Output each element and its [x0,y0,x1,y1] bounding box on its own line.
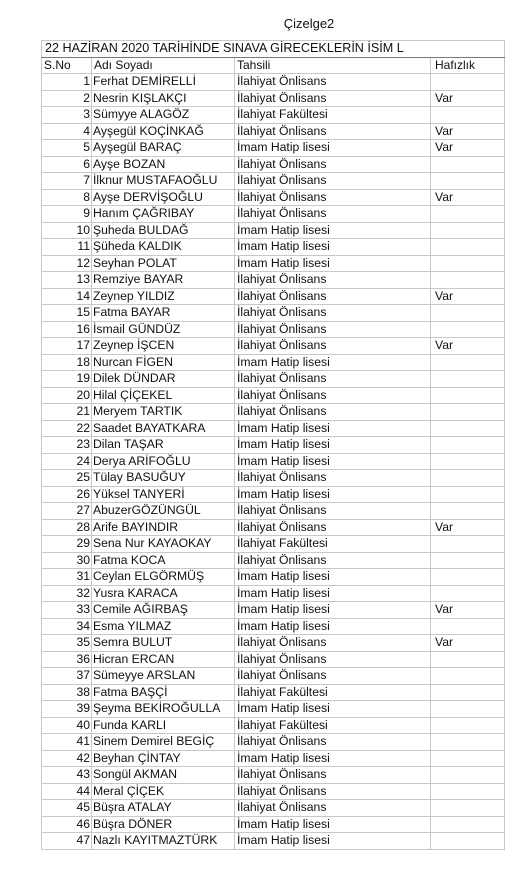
row-number: 39 [42,701,92,718]
row-number: 25 [42,470,92,487]
row-name: Yüksel TANYERİ [92,486,235,503]
row-hafizlik [431,684,505,701]
row-name: Songül AKMAN [92,767,235,784]
row-hafizlik [431,585,505,602]
row-education: İlahiyat Önlisans [235,800,431,817]
row-number: 15 [42,305,92,322]
row-name: Cemile AĞIRBAŞ [92,602,235,619]
row-name: Fatma BAŞÇİ [92,684,235,701]
table-row [42,651,505,668]
table-row [42,519,505,536]
table-banner-row [42,41,505,58]
row-number: 43 [42,767,92,784]
row-hafizlik [431,453,505,470]
row-education: İlahiyat Fakültesi [235,717,431,734]
table-row [42,107,505,124]
row-number: 18 [42,354,92,371]
row-education: İmam Hatip lisesi [235,453,431,470]
row-hafizlik [431,767,505,784]
row-education: İmam Hatip lisesi [235,255,431,272]
row-education: İlahiyat Önlisans [235,74,431,91]
row-education: İmam Hatip lisesi [235,602,431,619]
row-number: 9 [42,206,92,223]
row-number: 3 [42,107,92,124]
row-number: 27 [42,503,92,520]
row-name: Şeyma BEKİROĞULLA [92,701,235,718]
table-row [42,618,505,635]
row-name: Remziye BAYAR [92,272,235,289]
row-name: Hicran ERCAN [92,651,235,668]
row-hafizlik [431,272,505,289]
row-education: İlahiyat Önlisans [235,519,431,536]
row-hafizlik [431,173,505,190]
table-row [42,255,505,272]
header-hafizlik: Hafızlık [431,57,505,74]
table-row [42,684,505,701]
table-row [42,486,505,503]
row-name: Dilan TAŞAR [92,437,235,454]
row-hafizlik [431,536,505,553]
row-education: İlahiyat Önlisans [235,173,431,190]
row-hafizlik [431,354,505,371]
row-name: Derya ARİFOĞLU [92,453,235,470]
row-number: 5 [42,140,92,157]
table-row [42,387,505,404]
sheet-title-bar [0,16,526,31]
row-number: 2 [42,90,92,107]
row-name: İsmail GÜNDÜZ [92,321,235,338]
sheet-title: Çizelge2 [283,16,335,31]
row-name: Şüheda KALDIK [92,239,235,256]
row-hafizlik [431,701,505,718]
row-education: İlahiyat Önlisans [235,503,431,520]
table-row [42,701,505,718]
row-name: Sinem Demirel BEGİÇ [92,734,235,751]
row-hafizlik [431,206,505,223]
row-hafizlik: Var [431,635,505,652]
row-hafizlik: Var [431,338,505,355]
table-row [42,569,505,586]
row-hafizlik [431,552,505,569]
row-hafizlik: Var [431,602,505,619]
row-name: Meryem TARTIK [92,404,235,421]
table-row [42,206,505,223]
row-education: İlahiyat Önlisans [235,470,431,487]
row-education: İlahiyat Fakültesi [235,107,431,124]
row-number: 7 [42,173,92,190]
row-hafizlik [431,717,505,734]
row-education: İlahiyat Önlisans [235,123,431,140]
row-name: Fatma BAYAR [92,305,235,322]
row-name: Hanım ÇAĞRIBAY [92,206,235,223]
row-education: İlahiyat Önlisans [235,552,431,569]
candidate-table [41,40,505,850]
row-name: Beyhan ÇİNTAY [92,750,235,767]
table-row [42,338,505,355]
row-name: Nesrin KIŞLAKÇI [92,90,235,107]
row-education: İlahiyat Önlisans [235,767,431,784]
row-name: Ayşegül BARAÇ [92,140,235,157]
row-name: Sena Nur KAYAOKAY [92,536,235,553]
row-education: İlahiyat Önlisans [235,338,431,355]
row-hafizlik [431,255,505,272]
row-number: 42 [42,750,92,767]
row-name: Arife BAYINDIR [92,519,235,536]
table-row [42,668,505,685]
row-name: Nurcan FİGEN [92,354,235,371]
table-header-row [42,57,505,74]
row-hafizlik [431,569,505,586]
table-row [42,90,505,107]
table-row [42,305,505,322]
row-number: 13 [42,272,92,289]
row-number: 37 [42,668,92,685]
row-education: İmam Hatip lisesi [235,816,431,833]
row-hafizlik [431,783,505,800]
row-hafizlik [431,486,505,503]
row-hafizlik [431,816,505,833]
table-row [42,272,505,289]
row-number: 36 [42,651,92,668]
row-number: 14 [42,288,92,305]
table-row [42,503,505,520]
row-name: Semra BULUT [92,635,235,652]
row-name: Meral ÇİÇEK [92,783,235,800]
row-education: İmam Hatip lisesi [235,239,431,256]
table-row [42,437,505,454]
table-row [42,354,505,371]
table-row [42,635,505,652]
row-name: Şuheda BULDAĞ [92,222,235,239]
row-name: Zeynep İŞCEN [92,338,235,355]
row-name: Büşra DÖNER [92,816,235,833]
row-education: İmam Hatip lisesi [235,420,431,437]
table-row [42,371,505,388]
row-hafizlik [431,74,505,91]
row-number: 24 [42,453,92,470]
row-name: Ayşe DERVİŞOĞLU [92,189,235,206]
row-education: İlahiyat Önlisans [235,305,431,322]
row-number: 46 [42,816,92,833]
table-row [42,800,505,817]
row-name: Zeynep YILDIZ [92,288,235,305]
row-number: 28 [42,519,92,536]
row-number: 29 [42,536,92,553]
row-name: Ceylan ELGÖRMÜŞ [92,569,235,586]
row-education: İlahiyat Önlisans [235,206,431,223]
table-row [42,288,505,305]
row-education: İlahiyat Önlisans [235,272,431,289]
row-number: 21 [42,404,92,421]
row-education: İlahiyat Önlisans [235,321,431,338]
table-row [42,767,505,784]
row-education: İmam Hatip lisesi [235,833,431,850]
header-name: Adı Soyadı [92,57,235,74]
row-name: Nazlı KAYITMAZTÜRK [92,833,235,850]
row-number: 38 [42,684,92,701]
table-row [42,123,505,140]
row-number: 33 [42,602,92,619]
row-name: Ayşegül KOÇİNKAĞ [92,123,235,140]
row-hafizlik [431,239,505,256]
row-hafizlik [431,107,505,124]
row-number: 12 [42,255,92,272]
row-hafizlik [431,651,505,668]
table-row [42,536,505,553]
row-number: 16 [42,321,92,338]
row-education: İmam Hatip lisesi [235,140,431,157]
table-row [42,189,505,206]
row-education: İlahiyat Fakültesi [235,684,431,701]
row-number: 32 [42,585,92,602]
row-hafizlik [431,800,505,817]
row-hafizlik [431,618,505,635]
row-education: İmam Hatip lisesi [235,701,431,718]
row-hafizlik [431,156,505,173]
row-hafizlik [431,833,505,850]
row-hafizlik [431,222,505,239]
row-education: İlahiyat Önlisans [235,387,431,404]
row-hafizlik: Var [431,189,505,206]
row-name: Sümyye ALAGÖZ [92,107,235,124]
row-number: 47 [42,833,92,850]
row-education: İmam Hatip lisesi [235,585,431,602]
row-education: İlahiyat Önlisans [235,371,431,388]
row-hafizlik [431,404,505,421]
table-body [42,41,505,850]
row-hafizlik [431,371,505,388]
table-row [42,140,505,157]
row-name: Büşra ATALAY [92,800,235,817]
row-education: İmam Hatip lisesi [235,437,431,454]
row-education: İmam Hatip lisesi [235,618,431,635]
row-hafizlik [431,420,505,437]
row-education: İlahiyat Önlisans [235,734,431,751]
row-education: İmam Hatip lisesi [235,750,431,767]
row-number: 6 [42,156,92,173]
row-number: 30 [42,552,92,569]
table-row [42,585,505,602]
table-row [42,453,505,470]
table-row [42,734,505,751]
row-number: 23 [42,437,92,454]
row-name: Funda KARLI [92,717,235,734]
row-name: Dilek DÜNDAR [92,371,235,388]
row-hafizlik: Var [431,140,505,157]
row-number: 34 [42,618,92,635]
table-row [42,470,505,487]
row-education: İlahiyat Önlisans [235,668,431,685]
row-number: 35 [42,635,92,652]
header-education: Tahsili [235,57,431,74]
row-hafizlik [431,470,505,487]
row-hafizlik [431,503,505,520]
row-hafizlik [431,387,505,404]
table-row [42,173,505,190]
row-name: Ferhat DEMİRELLİ [92,74,235,91]
row-hafizlik: Var [431,90,505,107]
row-number: 1 [42,74,92,91]
row-name: İlknur MUSTAFAOĞLU [92,173,235,190]
row-hafizlik [431,305,505,322]
row-education: İlahiyat Önlisans [235,90,431,107]
table-row [42,222,505,239]
row-name: Sümeyye ARSLAN [92,668,235,685]
row-name: Ayşe BOZAN [92,156,235,173]
row-number: 4 [42,123,92,140]
row-name: Tülay BASUĞUY [92,470,235,487]
row-name: Hilal ÇİÇEKEL [92,387,235,404]
table-row [42,404,505,421]
row-name: Saadet BAYATKARA [92,420,235,437]
row-education: İlahiyat Fakültesi [235,536,431,553]
row-education: İlahiyat Önlisans [235,635,431,652]
table-row [42,750,505,767]
row-education: İmam Hatip lisesi [235,354,431,371]
table-row [42,74,505,91]
row-name: Esma YILMAZ [92,618,235,635]
table-row [42,552,505,569]
table-row [42,602,505,619]
row-education: İmam Hatip lisesi [235,222,431,239]
row-number: 26 [42,486,92,503]
row-hafizlik [431,734,505,751]
row-education: İlahiyat Önlisans [235,404,431,421]
row-name: AbuzerGÖZÜNGÜL [92,503,235,520]
table-row [42,833,505,850]
row-number: 10 [42,222,92,239]
table-row [42,717,505,734]
row-number: 19 [42,371,92,388]
row-education: İlahiyat Önlisans [235,156,431,173]
row-hafizlik [431,321,505,338]
row-education: İlahiyat Önlisans [235,288,431,305]
row-hafizlik: Var [431,288,505,305]
row-education: İlahiyat Önlisans [235,651,431,668]
row-hafizlik [431,750,505,767]
row-number: 11 [42,239,92,256]
row-number: 20 [42,387,92,404]
table-row [42,783,505,800]
row-hafizlik [431,437,505,454]
row-hafizlik [431,668,505,685]
row-name: Fatma KOCA [92,552,235,569]
row-number: 44 [42,783,92,800]
row-name: Yusra KARACA [92,585,235,602]
row-hafizlik: Var [431,519,505,536]
table-row [42,156,505,173]
row-education: İlahiyat Önlisans [235,189,431,206]
row-education: İmam Hatip lisesi [235,569,431,586]
row-number: 8 [42,189,92,206]
row-number: 22 [42,420,92,437]
row-number: 40 [42,717,92,734]
header-sno: S.No [42,57,92,74]
table-row [42,816,505,833]
row-name: Seyhan POLAT [92,255,235,272]
table-row [42,321,505,338]
row-number: 45 [42,800,92,817]
row-education: İlahiyat Önlisans [235,783,431,800]
row-education: İmam Hatip lisesi [235,486,431,503]
table-row [42,239,505,256]
row-number: 17 [42,338,92,355]
row-number: 31 [42,569,92,586]
table-banner: 22 HAZİRAN 2020 TARİHİNDE SINAVA GİRECEKLERİN İSİM L [42,41,505,58]
row-number: 41 [42,734,92,751]
table-row [42,420,505,437]
row-hafizlik: Var [431,123,505,140]
